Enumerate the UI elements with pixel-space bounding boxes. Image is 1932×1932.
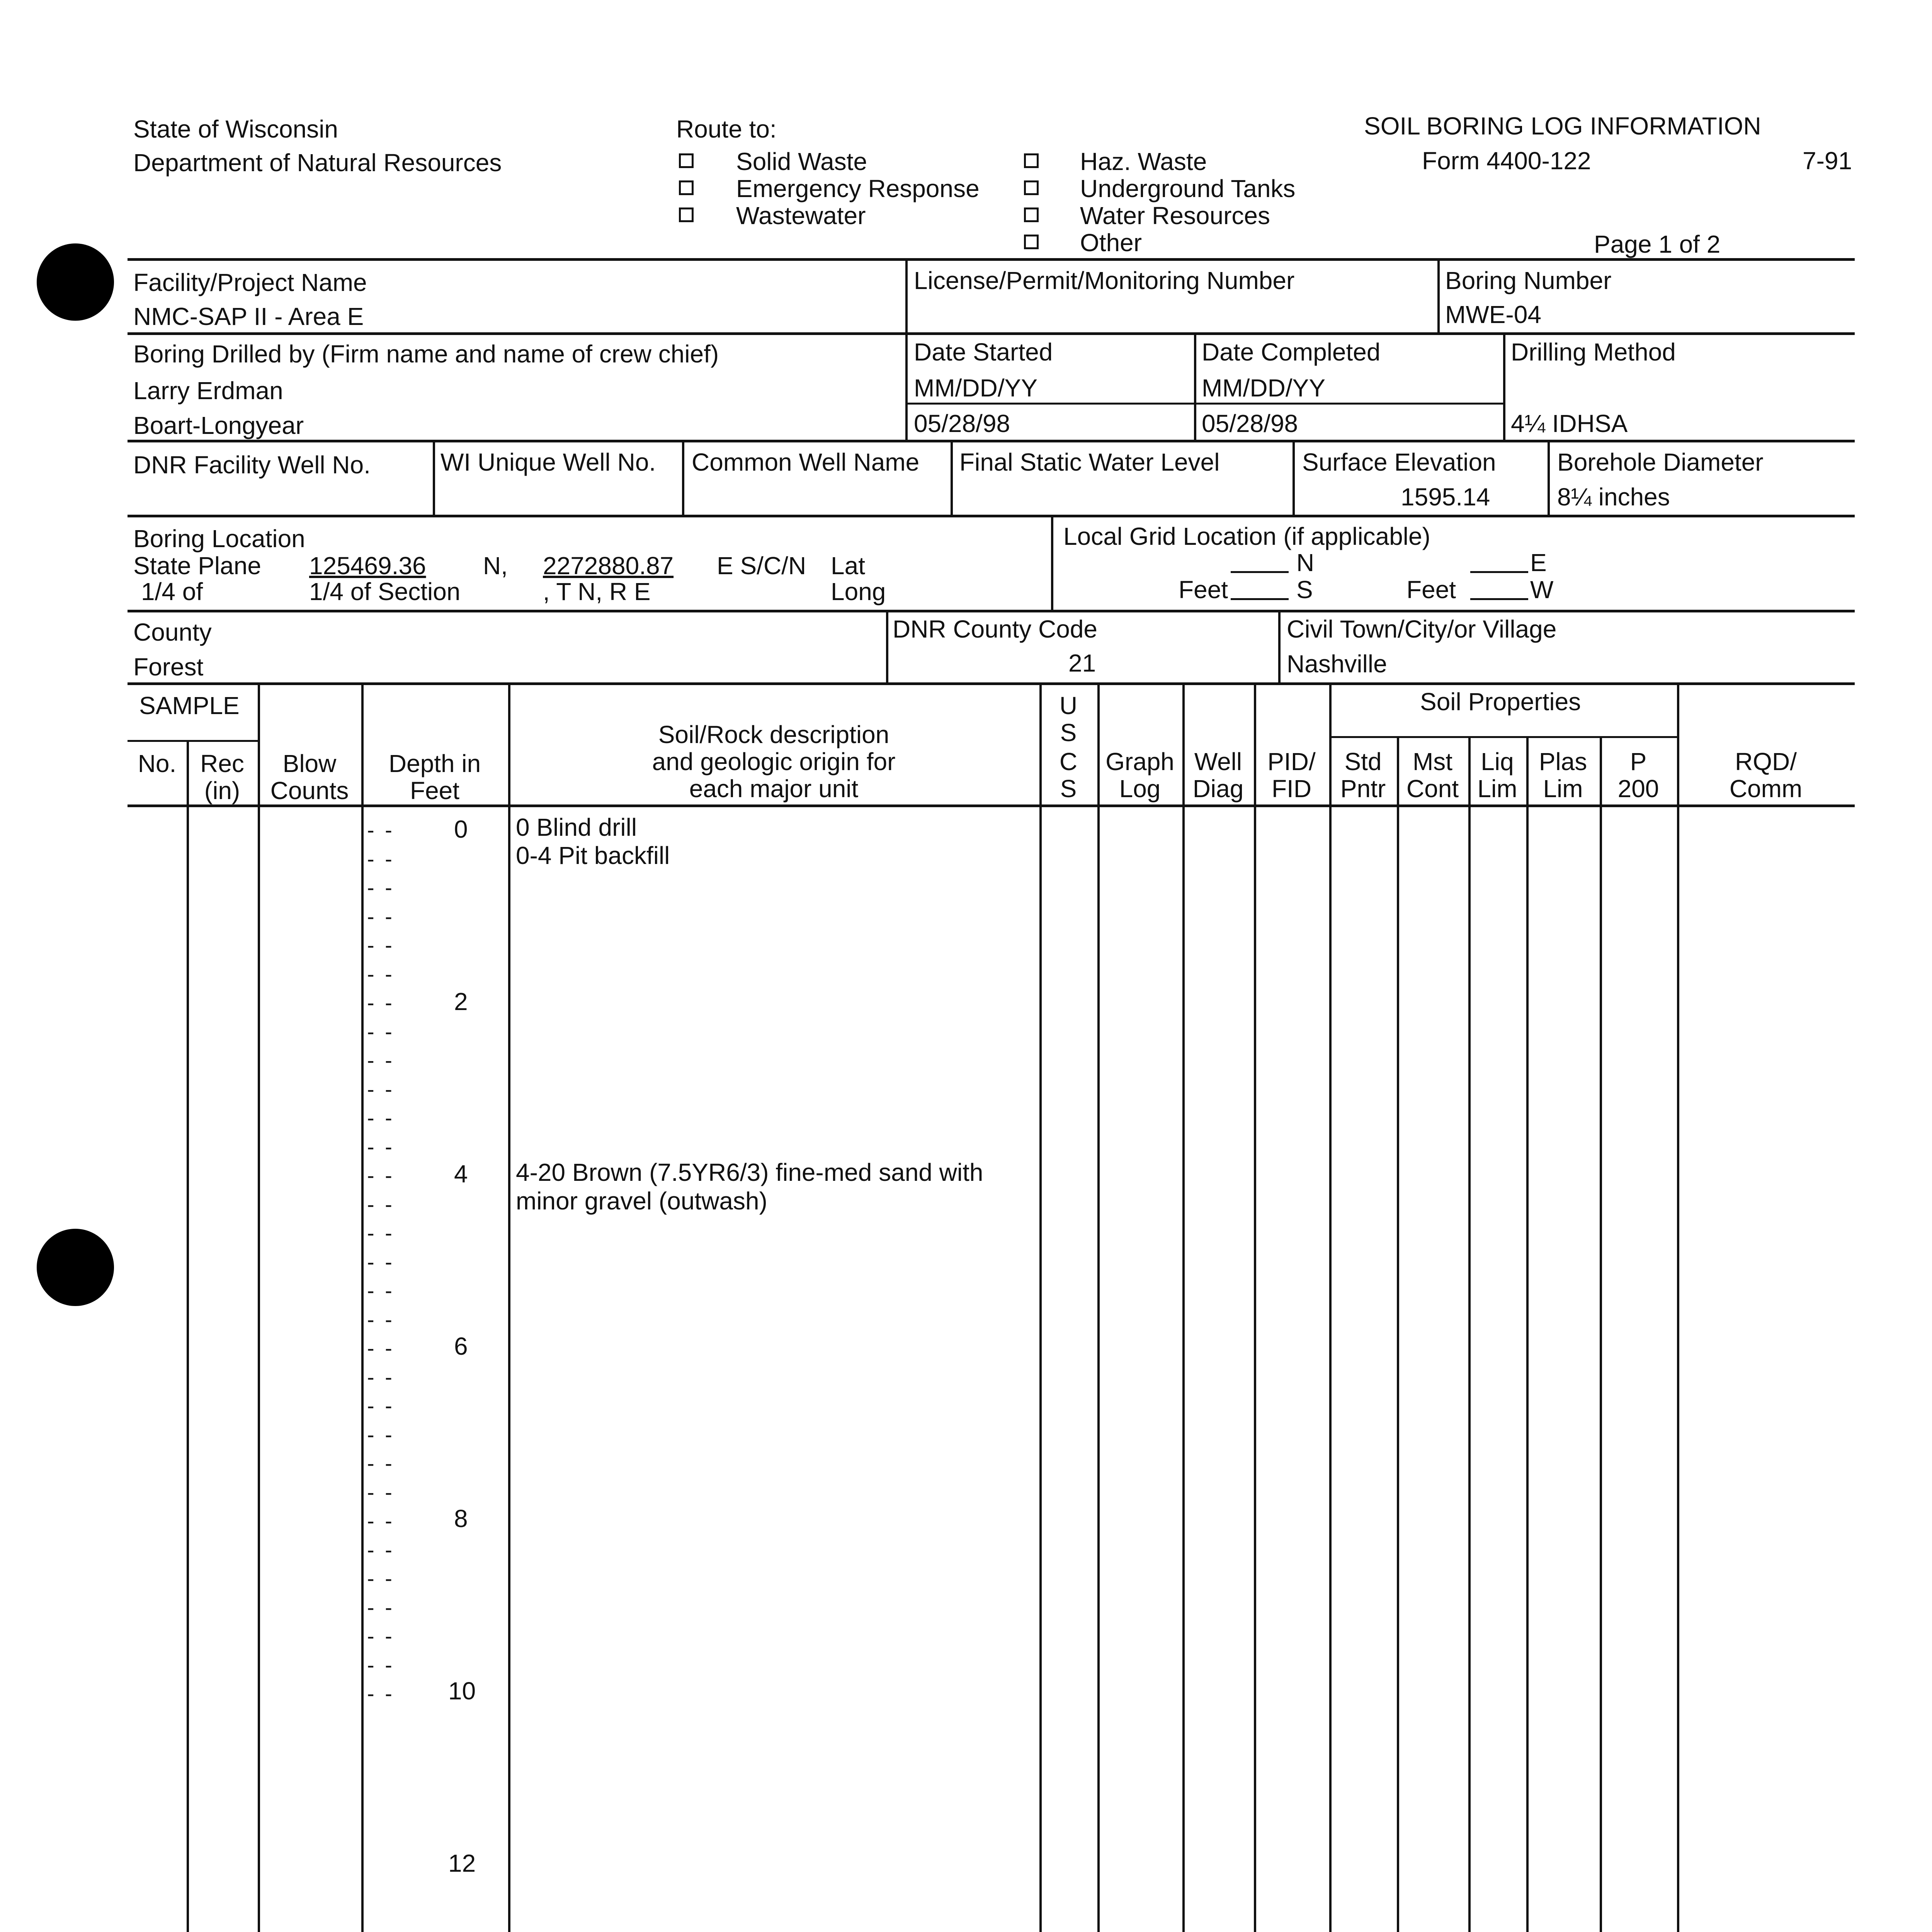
col-line-depth [361,682,364,1932]
date-completed-underline [1194,403,1505,405]
depth-tick: - - [367,1134,395,1159]
description-unit-1-line-2: 0-4 Pit backfill [516,842,670,869]
divider-row1-b [1437,258,1440,333]
col-header-std-1: Std [1344,748,1382,776]
dnr-county-code-value: 21 [1068,649,1096,677]
table-top-border [128,682,1855,685]
route-checkbox-haz-waste[interactable] [1024,153,1039,168]
crew-chief-value: Larry Erdman [133,377,283,405]
page-indicator: Page 1 of 2 [1594,230,1721,258]
col-header-rqd-2: Comm [1729,775,1803,803]
common-well-label: Common Well Name [692,448,920,476]
depth-tick: - - [367,1019,395,1044]
divider-row1-top [128,258,1855,261]
dnr-county-code-label: DNR County Code [893,615,1097,643]
state-plane-label: State Plane [133,552,261,580]
description-unit-1-line-1: 0 Blind drill [516,813,637,841]
department-name: Department of Natural Resources [133,149,502,177]
north-label: N, [483,552,508,580]
depth-label-0: 0 [454,815,468,843]
col-header-depth-2: Feet [410,777,460,804]
divider-row2-top [128,332,1855,335]
route-option-water-resources: Water Resources [1080,202,1270,230]
sample-group-label: SAMPLE [139,692,240,719]
depth-tick: - - [367,1163,395,1187]
local-grid-label: Local Grid Location (if applicable) [1063,522,1430,550]
divider-row5-b [1278,610,1281,684]
drilled-by-label: Boring Drilled by (Firm name and name of crew chief) [133,340,719,368]
depth-tick: - - [367,1336,395,1360]
boring-number-value: MWE-04 [1445,301,1541,328]
depth-tick: - - [367,1221,395,1245]
dnr-well-label: DNR Facility Well No. [133,451,371,479]
col-header-graph-1: Graph [1105,748,1174,776]
depth-tick: - - [367,904,395,929]
route-to-label: Route to: [676,115,777,143]
license-label: License/Permit/Monitoring Number [914,267,1295,294]
col-header-uscs-1: U [1059,692,1078,719]
quarter-label: 1/4 of [141,578,203,605]
col-header-liq-1: Liq [1481,748,1514,776]
surface-elev-value: 1595.14 [1401,483,1490,511]
depth-tick: - - [367,1566,395,1590]
grid-west-letter: W [1530,576,1554,604]
depth-label-4: 4 [454,1160,468,1188]
col-header-uscs-3: C [1059,748,1078,776]
divider-row3-b [682,440,684,516]
route-checkbox-underground-tanks[interactable] [1024,180,1039,195]
depth-tick: - - [367,1192,395,1216]
depth-label-2: 2 [454,988,468,1015]
col-line-well [1182,682,1185,1932]
depth-tick: - - [367,990,395,1015]
surface-elev-label: Surface Elevation [1302,448,1496,476]
depth-tick: - - [367,1537,395,1562]
col-line-desc [508,682,510,1932]
grid-feet-label-1: Feet [1179,576,1228,604]
drilling-method-label: Drilling Method [1511,338,1676,366]
township-range-label: , T N, R E [543,578,651,605]
col-header-mst-2: Cont [1406,775,1459,803]
depth-tick: - - [367,962,395,986]
long-label: Long [831,578,886,605]
depth-tick: - - [367,1393,395,1418]
col-header-rec-1: Rec [200,750,244,777]
col-header-desc-2: and geologic origin for [652,748,896,776]
route-option-other: Other [1080,229,1142,257]
col-header-p200-1: P [1630,748,1647,776]
depth-tick: - - [367,847,395,871]
col-header-plas-1: Plas [1539,748,1587,776]
depth-tick: - - [367,1653,395,1677]
route-checkbox-wastewater[interactable] [679,207,694,222]
depth-tick: - - [367,1307,395,1332]
col-line-p200 [1600,736,1602,1932]
table-header-bottom [128,804,1855,807]
col-line-graph [1097,682,1100,1932]
boring-number-label: Boring Number [1445,267,1612,294]
divider-row3-a [433,440,435,516]
col-header-well-1: Well [1194,748,1242,776]
depth-label-6: 6 [454,1332,468,1360]
divider-row3-e [1548,440,1550,516]
divider-row2-a [905,332,908,441]
col-header-liq-2: Lim [1477,775,1517,803]
wi-unique-label: WI Unique Well No. [440,448,656,476]
route-checkbox-water-resources[interactable] [1024,207,1039,222]
facility-label: Facility/Project Name [133,269,367,296]
borehole-diam-label: Borehole Diameter [1557,448,1764,476]
route-checkbox-solid-waste[interactable] [679,153,694,168]
col-line-uscs [1039,682,1042,1932]
borehole-diam-value: 8¼ inches [1557,483,1670,511]
route-option-emergency-response: Emergency Response [736,175,980,202]
static-water-label: Final Static Water Level [959,448,1220,476]
depth-tick: - - [367,1681,395,1706]
date-started-value: 05/28/98 [914,410,1010,437]
col-header-mst-1: Mst [1412,748,1453,776]
divider-row2-b [1194,332,1196,441]
grid-north-blank [1231,571,1289,573]
divider-row1-a [905,258,908,333]
depth-label-8: 8 [454,1505,468,1532]
divider-row2-c [1503,332,1505,441]
date-started-label: Date Started [914,338,1053,366]
punch-hole-middle [37,1229,114,1306]
col-header-blow-2: Counts [270,777,349,804]
date-completed-format: MM/DD/YY [1202,374,1325,402]
col-line-mst [1397,736,1399,1932]
lat-label: Lat [831,552,865,580]
grid-west-blank [1470,598,1528,600]
depth-tick: - - [367,1365,395,1389]
depth-label-12: 12 [448,1849,476,1877]
depth-tick: - - [367,1595,395,1619]
county-value: Forest [133,653,204,681]
depth-tick: - - [367,1451,395,1475]
divider-row3-d [1293,440,1295,516]
form-revision: 7-91 [1803,147,1852,175]
form-title: SOIL BORING LOG INFORMATION [1364,112,1761,140]
col-header-pid-1: PID/ [1267,748,1316,776]
date-completed-label: Date Completed [1202,338,1381,366]
col-line-blow [258,682,260,1932]
grid-east-letter: E [1530,549,1547,577]
col-line-rec [187,740,189,1932]
grid-south-blank [1231,598,1289,600]
divider-row3-top [128,440,1855,442]
depth-tick: - - [367,1480,395,1504]
state-plane-north-value: 125469.36 [309,552,426,580]
col-line-pid [1254,682,1256,1932]
divider-row4-top [128,515,1855,517]
depth-tick: - - [367,1077,395,1101]
description-unit-2-line-2: minor gravel (outwash) [516,1187,767,1215]
divider-row5-a [886,610,888,684]
drill-firm-value: Boart-Longyear [133,412,304,439]
col-header-desc-1: Soil/Rock description [658,721,889,748]
civil-town-value: Nashville [1287,650,1387,678]
date-completed-value: 05/28/98 [1202,410,1298,437]
depth-tick: - - [367,933,395,957]
col-header-well-2: Diag [1192,775,1244,803]
depth-tick: - - [367,818,395,842]
soil-properties-group-label: Soil Properties [1420,688,1581,716]
divider-row3-c [951,440,953,516]
col-line-plas [1526,736,1529,1932]
depth-label-10: 10 [448,1677,476,1705]
date-started-underline [905,403,1195,405]
col-header-graph-2: Log [1119,775,1161,803]
col-header-depth-1: Depth in [388,750,481,777]
col-header-pid-2: FID [1271,775,1312,803]
col-line-std [1329,682,1332,1932]
col-header-rec-2: (in) [204,777,240,804]
boring-location-label: Boring Location [133,525,305,553]
col-header-blow-1: Blow [282,750,337,777]
col-header-no: No. [138,750,177,777]
col-header-uscs-4: S [1060,775,1077,803]
state-name: State of Wisconsin [133,115,338,143]
date-started-format: MM/DD/YY [914,374,1037,402]
col-header-std-2: Pntr [1340,775,1386,803]
col-line-rqd [1677,682,1679,1932]
col-header-desc-3: each major unit [689,775,859,803]
depth-tick: - - [367,1422,395,1447]
route-option-underground-tanks: Underground Tanks [1080,175,1296,202]
route-checkbox-other[interactable] [1024,235,1039,249]
col-header-plas-2: Lim [1543,775,1583,803]
form-number: Form 4400-122 [1422,147,1591,175]
depth-tick: - - [367,1105,395,1130]
route-checkbox-emergency-response[interactable] [679,180,694,195]
grid-south-letter: S [1296,576,1313,604]
grid-feet-label-2: Feet [1406,576,1456,604]
grid-east-blank [1470,571,1528,573]
sample-group-rule [128,740,259,742]
col-header-p200-2: 200 [1617,775,1659,803]
route-option-haz-waste: Haz. Waste [1080,148,1207,175]
route-option-wastewater: Wastewater [736,202,866,230]
description-unit-2-line-1: 4-20 Brown (7.5YR6/3) fine-med sand with [516,1158,983,1186]
county-label: County [133,618,212,646]
grid-north-letter: N [1296,549,1315,577]
civil-town-label: Civil Town/City/or Village [1287,615,1557,643]
depth-tick: - - [367,875,395,900]
col-header-uscs-2: S [1060,719,1077,747]
route-option-solid-waste: Solid Waste [736,148,867,175]
punch-hole-top [37,243,114,321]
divider-row4-a [1051,515,1053,611]
soil-props-group-rule [1329,736,1677,738]
facility-value: NMC-SAP II - Area E [133,303,364,330]
depth-tick: - - [367,1624,395,1648]
depth-tick: - - [367,1278,395,1303]
divider-row5-top [128,610,1855,612]
col-line-liq [1468,736,1471,1932]
state-plane-east-value: 2272880.87 [543,552,674,580]
col-header-rqd-1: RQD/ [1735,748,1797,776]
quarter-section-label: 1/4 of Section [309,578,461,605]
depth-tick: - - [367,1048,395,1072]
depth-tick: - - [367,1509,395,1533]
e-scn-label: E S/C/N [717,552,806,580]
drilling-method-value: 4¼ IDHSA [1511,410,1628,437]
depth-tick: - - [367,1250,395,1274]
